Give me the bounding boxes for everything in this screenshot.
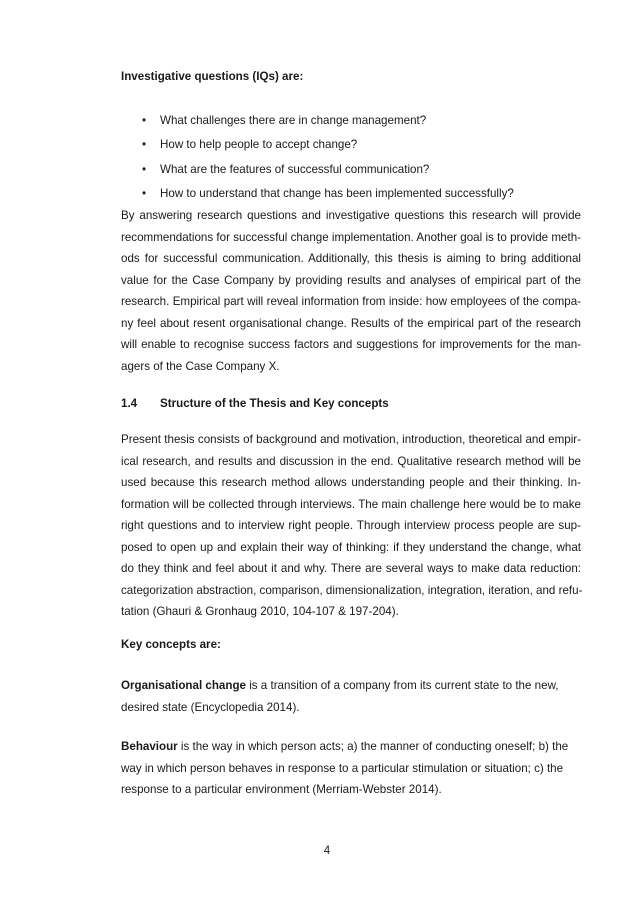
- section-heading: [121, 397, 389, 410]
- bullet-icon: •: [142, 162, 147, 176]
- concept-behaviour: Behaviour is the way in which person acts; a) the manner of conducting oneself; b) the way in which person behaves in response to a particular stimulation or situation; c) the response to a particular environment (Merriam-Webster 2014).: [121, 740, 569, 796]
- paragraph-research-goals: By answering research questions and investigative questions this research will provide recommendations for successful change implementation. Another goal is to provide meth- ods for successful communication. Additionally, this thesis is aiming to bring additional value for the Case Company by providing results and analyses of empirical part of the research. Empirical part will reveal information from inside: how employees of the compa- ny feel about resent organisational change. Results of the empirical part of the research will enable to recognise success factors and suggestions for improvements for the man- agers of the Case Company X.: [121, 209, 581, 373]
- key-concepts-heading: Key concepts are:: [121, 638, 221, 651]
- bullet-icon: •: [142, 138, 147, 152]
- list-item: • How to help people to accept change?: [142, 133, 514, 157]
- concept-term: Behaviour: [121, 740, 178, 753]
- iq-list: [142, 109, 514, 206]
- concept-organisational-change: Organisational change is a transition of a company from its current state to the new, desired state (Encyclopedia 2014).: [121, 679, 559, 714]
- bullet-icon: •: [142, 114, 147, 127]
- list-item: • What challenges there are in change management?: [142, 109, 514, 133]
- bullet-icon: •: [142, 186, 147, 200]
- list-item: • What are the features of successful communication?: [142, 158, 514, 182]
- section-title: Structure of the Thesis and Key concepts: [160, 397, 389, 410]
- list-item: • How to understand that change has been implemented successfully?: [142, 182, 514, 206]
- concept-term: Organisational change: [121, 679, 246, 692]
- page-number: 4: [323, 844, 331, 857]
- section-number: 1.4: [121, 397, 138, 410]
- paragraph-thesis-structure: Present thesis consists of background and motivation, introduction, theoretical and empir- ical research, and results and discussion in the end. Qualitative research method will be used because this research method allows understanding people and their thinking. In- formation will be collected through interviews. The main challenge here would be to make right questions and to interview right people. Through interview process people are sup- posed to open up and explain their way of thinking: if they understand the change, what do they think and feel about it and why. There are several ways to make data reduction: categorization abstraction, comparison, dimensionalization, integration, iteration, and refu- tation (Ghauri & Gronhaug 2010, 104-107 & 197-204).: [121, 433, 583, 618]
- iq-heading: Investigative questions (IQs) are:: [121, 70, 304, 83]
